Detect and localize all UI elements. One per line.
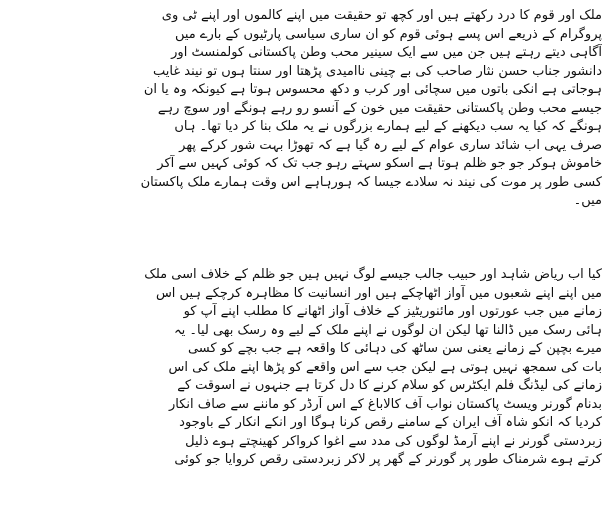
text-line: زمانے کی لیڈنگ فلم ایکٹرس کو سلام کرنے کا دل کرتا ہے جنہوں نے اسوقت کے (177, 378, 602, 393)
text-line: پروگرام کے ذریعے اس پسے ہوئی قوم کو ان ساری سیاسی پارٹیوں کے بارے میں (174, 26, 602, 42)
text-line: میں۔ (573, 193, 602, 208)
text-line: کرتے ہوے شرمناک طور پر گورنر کے گھر پر لاکر زبردستی رقص کروایا جو کوئی (174, 452, 602, 467)
text-line: جیسے محب وطن پاکستانی حقیقت میں خون کے آنسو رو رہے ہونگے اور سوچ رہے (157, 100, 602, 116)
text-line: میں اپنے اپنے شعبوں میں آواز اٹھاچکے ہیں اور انسانیت کا مظاہرہ کرچکے ہیں اس (155, 285, 602, 301)
text-line: آگاہی دیتے رہتے ہیں جن میں سے ایک سینیر محب وطن پاکستانی کولمنسٹ اور (171, 45, 602, 60)
text-line: ہونگے کہ کیا یہ سب دیکھنے کے لیے ہمارے بزرگوں نے یہ ملک بنا کر دیا تھا۔ ہاں (174, 119, 602, 134)
text-line: دانشور جناب حسن نثار صاحب کی بے چینی ناامیدی پڑھتا اور سنتا ہوں تو نیند غایب (153, 63, 602, 79)
text-line: خاموش ہوکر جو جو ظلم ہوتا ہے اسکو سہتے رہو جب تک کہ کوئی کہیں سے آکر (157, 156, 602, 171)
text-line: ہائی رسک میں ڈالنا تھا لیکن ان لوگوں نے اپنے ملک کے لیے وہ رسک بھی لیا۔ یہ (174, 322, 602, 338)
text-line: کسی طور پر موت کی نیند نہ سلادے جیسا کہ ہورہاہے اس وقت ہمارے ملک پاکستان (140, 174, 602, 190)
paragraph-1 (6, 7, 602, 211)
paragraph-2 (6, 266, 602, 470)
text-line: بدنام گورنر ویسٹ پاکستان نواب آف کالاباغ کے اس آرڈر کو ماننے سے صاف انکار (169, 396, 602, 412)
text-line: ملک اور قوم کا درد رکھتے ہیں اور کچھ تو حقیقت میں اپنے کالموں اور اپنے ٹی وی (161, 8, 602, 23)
text-line: کردیا کہ انکو شاہ آف ایران کے سامنے رقص کرنا ہوگا اور انکے انکار کے باوجود (179, 415, 602, 430)
text-line: زمانے میں جب عورتوں اور مائنوریٹیز کے خلاف آواز اٹھانے کا مطلب اپنے آپ کو (183, 304, 602, 319)
text-line: ہوجاتی ہے انکی باتوں میں سچائی اور کرب و دکھ محسوس ہوتا ہے کیونکہ وہ یا ان (143, 82, 602, 97)
text-line: کیا اب ریاض شاہد اور حبیب جالب جیسے لوگ نہیں ہیں جو ظلم کے خلاف اسی ملک (144, 267, 602, 282)
text-line: میرے بچپن کے زمانے یعنی سن ساٹھ کی دہائی کا واقعہ ہے جب بچے کو کسی (187, 341, 602, 356)
text-line: صرف یہی اب شائد ساری عوام کے لیے رہ گیا ہے کہ تھوڑا بہت شور کرکے پھر (179, 137, 602, 153)
text-line: بات کی سمجھ نہیں ہوتی ہے لیکن جب سے اس واقعے کو پڑھا اپنے ملک کی اس (168, 359, 602, 375)
text-line: زبردستی گورنر نے اپنے آرمڈ لوگوں کی مدد سے اغوا کرواکر کھینچتے ہوے ذلیل (185, 433, 602, 449)
